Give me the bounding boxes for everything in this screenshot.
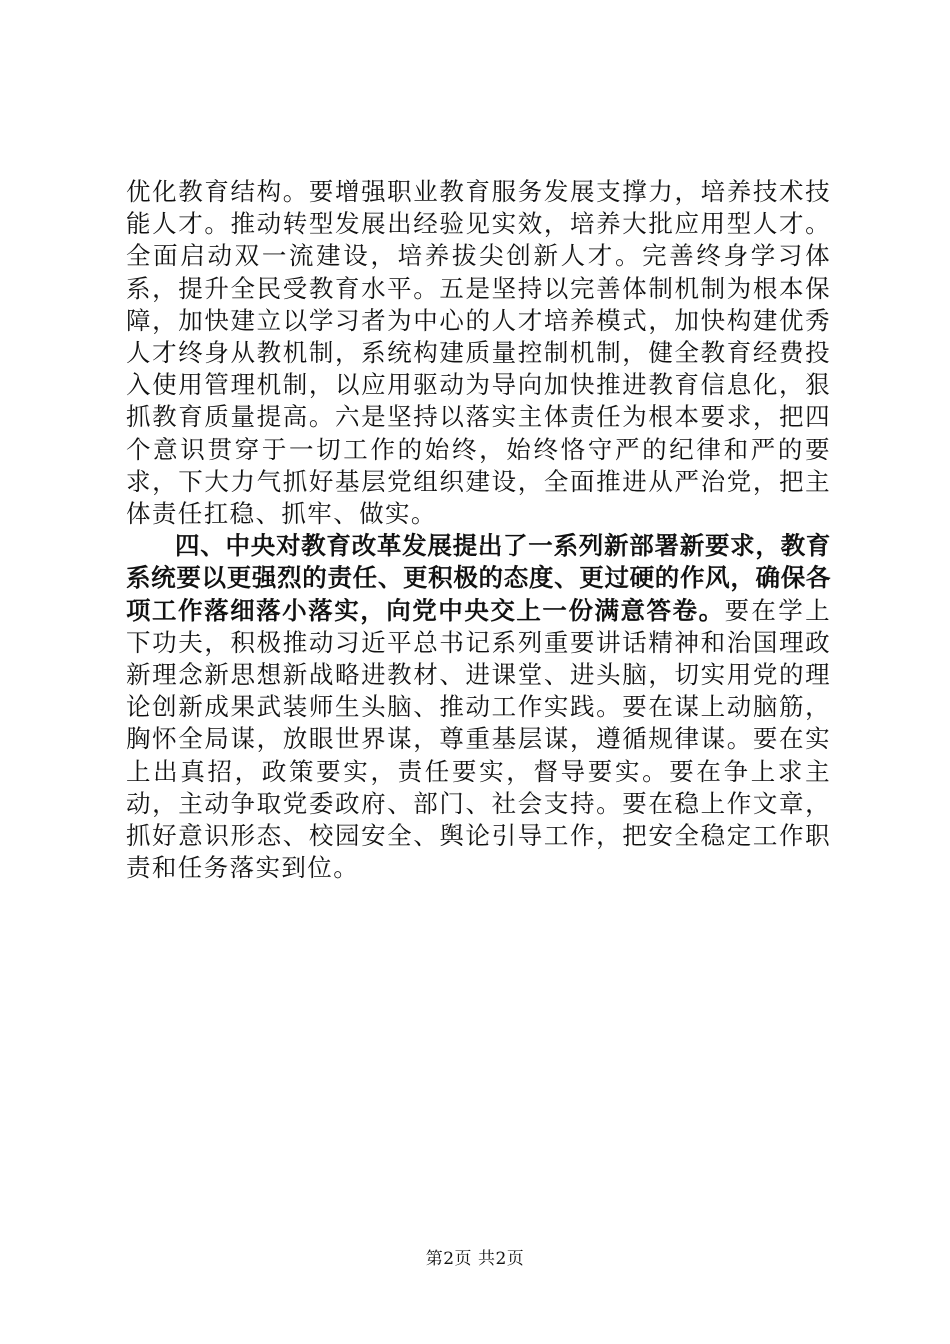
paragraph-text: 优化教育结构。要增强职业教育服务发展支撑力，培养技术技能人才。推动转型发展出经验见实效，培养大批应用型人才。全面启动双一流建设，培养拔尖创新人才。完善终身学习体系，提升全民受教育水平。五是坚持以完善体制机制为根本保障，加快建立以学习者为中心的人才培养模式，加快构建优秀人才终身从教机制，系统构建质量控制机制，健全教育经费投入使用管理机制，以应用驱动为导向加快推进教育信息化，狠抓教育质量提高。六是坚持以落实主体责任为根本要求，把四个意识贯穿于一切工作的始终，始终恪守严的纪律和严的要求，下大力气抓好基层党组织建设，全面推进从严治党，把主体责任扛稳、抓牢、做实。 [126, 177, 831, 529]
section-heading-lead: 四、中央对教育改革发展提出了一系列新部署新要求，教育系统要以更强烈的责任、更积极的态度、更过硬的作风，确保各项工作落细落小落实，向党中央交上一份满意答卷。 [126, 531, 831, 625]
paragraph-continuation [126, 176, 831, 530]
page-number-footer: 第2页 共2页 [425, 1249, 525, 1269]
paragraph-section-four [126, 530, 831, 884]
document-body [126, 176, 831, 884]
paragraph-text: 要在学上下功夫，积极推动习近平总书记系列重要讲话精神和治国理政新理念新思想新战略进教材、进课堂、进头脑，切实用党的理论创新成果武装师生头脑、推动工作实践。要在谋上动脑筋，胸怀全局谋，放眼世界谋，尊重基层谋，遵循规律谋。要在实上出真招，政策要实，责任要实，督导要实。要在争上求主动，主动争取党委政府、部门、社会支持。要在稳上作文章，抓好意识形态、校园安全、舆论引导工作，把安全稳定工作职责和任务落实到位。 [126, 595, 831, 883]
